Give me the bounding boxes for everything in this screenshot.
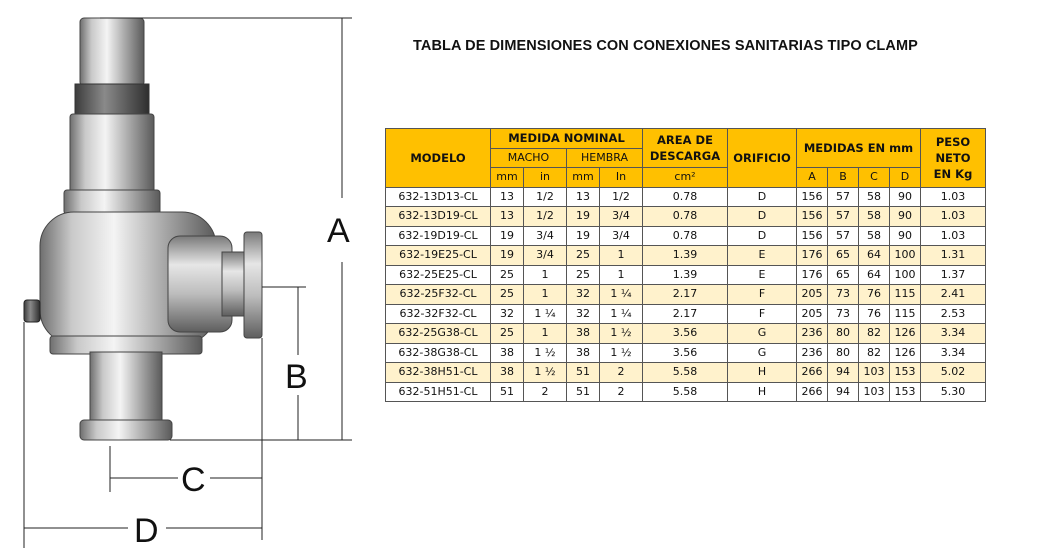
cell-dim-b: 73: [828, 304, 859, 324]
cell-area: 3.56: [643, 343, 728, 363]
cell-dim-d: 115: [890, 304, 921, 324]
cell-macho-in: 1/2: [524, 207, 567, 227]
cell-dim-c: 58: [859, 187, 890, 207]
cell-orificio: F: [728, 285, 797, 305]
cell-hembra-in: 3/4: [600, 226, 643, 246]
header-dim-c: C: [859, 168, 890, 188]
cell-macho-in: 1/2: [524, 187, 567, 207]
header-hembra: HEMBRA: [567, 148, 643, 168]
valve-nut: [75, 84, 149, 114]
cell-dim-b: 57: [828, 226, 859, 246]
cell-dim-d: 126: [890, 324, 921, 344]
cell-hembra-in: 1/2: [600, 187, 643, 207]
cell-dim-c: 82: [859, 343, 890, 363]
cell-dim-d: 153: [890, 363, 921, 383]
valve-dimension-drawing: [0, 0, 380, 555]
cell-dim-d: 100: [890, 246, 921, 266]
cell-model: 632-38G38-CL: [386, 343, 491, 363]
cell-hembra-in: 1 ¼: [600, 285, 643, 305]
cell-hembra-in: 1 ½: [600, 343, 643, 363]
table-row: [386, 382, 986, 402]
table-row: [386, 285, 986, 305]
header-area-descarga: [643, 129, 728, 168]
cell-dim-c: 76: [859, 304, 890, 324]
cell-dim-a: 266: [797, 382, 828, 402]
cell-dim-d: 126: [890, 343, 921, 363]
cell-dim-b: 94: [828, 382, 859, 402]
cell-dim-d: 90: [890, 226, 921, 246]
valve-cap: [80, 18, 144, 86]
cell-macho-in: 1: [524, 265, 567, 285]
dimension-label-a: A: [327, 212, 350, 250]
cell-model: 632-19D19-CL: [386, 226, 491, 246]
cell-dim-b: 65: [828, 246, 859, 266]
header-macho-mm: mm: [491, 168, 524, 188]
header-hembra-mm: mm: [567, 168, 600, 188]
cell-hembra-mm: 51: [567, 382, 600, 402]
cell-area: 5.58: [643, 382, 728, 402]
cell-model: 632-25E25-CL: [386, 265, 491, 285]
cell-dim-a: 236: [797, 343, 828, 363]
cell-macho-mm: 38: [491, 363, 524, 383]
cell-orificio: E: [728, 246, 797, 266]
cell-model: 632-25F32-CL: [386, 285, 491, 305]
table-row: [386, 363, 986, 383]
cell-orificio: D: [728, 226, 797, 246]
cell-dim-c: 58: [859, 207, 890, 227]
cell-model: 632-13D13-CL: [386, 187, 491, 207]
cell-peso: 1.03: [921, 226, 986, 246]
cell-macho-mm: 25: [491, 285, 524, 305]
header-area-line2: DESCARGA: [649, 149, 721, 163]
table-row: [386, 324, 986, 344]
cell-dim-b: 65: [828, 265, 859, 285]
cell-macho-mm: 25: [491, 265, 524, 285]
cell-macho-mm: 38: [491, 343, 524, 363]
header-macho-in: in: [524, 168, 567, 188]
cell-model: 632-19E25-CL: [386, 246, 491, 266]
cell-dim-c: 64: [859, 246, 890, 266]
table-row: [386, 187, 986, 207]
cell-dim-d: 100: [890, 265, 921, 285]
cell-hembra-mm: 25: [567, 265, 600, 285]
cell-macho-mm: 13: [491, 207, 524, 227]
cell-hembra-in: 1: [600, 265, 643, 285]
header-macho: MACHO: [491, 148, 567, 168]
cell-dim-c: 58: [859, 226, 890, 246]
header-dim-d: D: [890, 168, 921, 188]
cell-hembra-in: 2: [600, 363, 643, 383]
valve-bonnet-collar: [64, 190, 160, 214]
cell-orificio: H: [728, 363, 797, 383]
cell-peso: 1.03: [921, 207, 986, 227]
cell-peso: 1.31: [921, 246, 986, 266]
cell-hembra-mm: 32: [567, 285, 600, 305]
cell-hembra-mm: 32: [567, 304, 600, 324]
cell-macho-mm: 13: [491, 187, 524, 207]
cell-macho-in: 1 ½: [524, 343, 567, 363]
cell-dim-b: 73: [828, 285, 859, 305]
header-area-line1: AREA DE: [657, 133, 713, 147]
cell-macho-in: 1: [524, 285, 567, 305]
cell-area: 1.39: [643, 265, 728, 285]
cell-dim-b: 57: [828, 187, 859, 207]
cell-area: 2.17: [643, 304, 728, 324]
cell-hembra-mm: 51: [567, 363, 600, 383]
cell-macho-in: 3/4: [524, 246, 567, 266]
header-orificio: ORIFICIO: [728, 129, 797, 188]
cell-macho-mm: 51: [491, 382, 524, 402]
cell-peso: 3.34: [921, 324, 986, 344]
cell-hembra-in: 1 ¼: [600, 304, 643, 324]
valve-lever-stub: [24, 300, 40, 322]
cell-area: 5.58: [643, 363, 728, 383]
valve-inlet-tube: [90, 352, 162, 424]
cell-dim-d: 90: [890, 187, 921, 207]
cell-dim-b: 94: [828, 363, 859, 383]
cell-hembra-in: 1 ½: [600, 324, 643, 344]
cell-peso: 3.34: [921, 343, 986, 363]
cell-hembra-in: 2: [600, 382, 643, 402]
cell-peso: 1.37: [921, 265, 986, 285]
cell-dim-b: 57: [828, 207, 859, 227]
header-modelo: MODELO: [386, 129, 491, 188]
dimension-label-d: D: [134, 512, 159, 550]
cell-area: 0.78: [643, 226, 728, 246]
cell-dim-a: 156: [797, 226, 828, 246]
cell-dim-a: 176: [797, 246, 828, 266]
cell-macho-mm: 19: [491, 246, 524, 266]
cell-hembra-in: 3/4: [600, 207, 643, 227]
cell-macho-in: 3/4: [524, 226, 567, 246]
cell-area: 1.39: [643, 246, 728, 266]
cell-area: 0.78: [643, 207, 728, 227]
cell-dim-a: 176: [797, 265, 828, 285]
cell-hembra-mm: 38: [567, 324, 600, 344]
header-medida-nominal: MEDIDA NOMINAL: [491, 129, 643, 149]
header-peso-line3: EN Kg: [933, 166, 973, 181]
table-body: [386, 187, 986, 402]
cell-macho-in: 2: [524, 382, 567, 402]
cell-model: 632-13D19-CL: [386, 207, 491, 227]
cell-macho-mm: 32: [491, 304, 524, 324]
cell-macho-in: 1 ¼: [524, 304, 567, 324]
cell-dim-c: 103: [859, 363, 890, 383]
table-row: [386, 207, 986, 227]
header-peso-line1: PESO: [935, 134, 971, 149]
cell-macho-mm: 19: [491, 226, 524, 246]
cell-peso: 5.30: [921, 382, 986, 402]
dimensions-table: [385, 128, 986, 402]
cell-hembra-mm: 19: [567, 207, 600, 227]
cell-dim-c: 82: [859, 324, 890, 344]
cell-model: 632-32F32-CL: [386, 304, 491, 324]
cell-model: 632-51H51-CL: [386, 382, 491, 402]
cell-orificio: F: [728, 304, 797, 324]
cell-peso: 2.53: [921, 304, 986, 324]
table-row: [386, 343, 986, 363]
cell-area: 0.78: [643, 187, 728, 207]
cell-dim-a: 156: [797, 207, 828, 227]
valve-outlet-flange: [244, 232, 262, 338]
cell-dim-c: 64: [859, 265, 890, 285]
cell-hembra-mm: 13: [567, 187, 600, 207]
cell-hembra-mm: 25: [567, 246, 600, 266]
cell-orificio: D: [728, 207, 797, 227]
cell-macho-mm: 25: [491, 324, 524, 344]
header-peso-neto: [921, 129, 986, 188]
valve-bonnet: [70, 114, 154, 196]
cell-peso: 5.02: [921, 363, 986, 383]
cell-dim-a: 156: [797, 187, 828, 207]
cell-dim-b: 80: [828, 324, 859, 344]
cell-dim-a: 205: [797, 304, 828, 324]
cell-dim-d: 153: [890, 382, 921, 402]
header-cm2: cm²: [643, 168, 728, 188]
cell-dim-c: 103: [859, 382, 890, 402]
cell-dim-a: 266: [797, 363, 828, 383]
cell-dim-c: 76: [859, 285, 890, 305]
header-medidas-mm: MEDIDAS EN mm: [797, 129, 921, 168]
cell-orificio: D: [728, 187, 797, 207]
table-row: [386, 246, 986, 266]
table-row: [386, 304, 986, 324]
cell-orificio: E: [728, 265, 797, 285]
cell-macho-in: 1: [524, 324, 567, 344]
cell-area: 3.56: [643, 324, 728, 344]
valve-lower-collar: [50, 336, 202, 354]
cell-hembra-mm: 19: [567, 226, 600, 246]
table-row: [386, 226, 986, 246]
cell-dim-b: 80: [828, 343, 859, 363]
cell-orificio: G: [728, 343, 797, 363]
cell-hembra-mm: 38: [567, 343, 600, 363]
cell-hembra-in: 1: [600, 246, 643, 266]
cell-orificio: G: [728, 324, 797, 344]
cell-peso: 2.41: [921, 285, 986, 305]
cell-macho-in: 1 ½: [524, 363, 567, 383]
valve-inlet-flange: [80, 420, 172, 440]
cell-dim-a: 236: [797, 324, 828, 344]
header-hembra-in: In: [600, 168, 643, 188]
cell-model: 632-25G38-CL: [386, 324, 491, 344]
header-dim-b: B: [828, 168, 859, 188]
cell-orificio: H: [728, 382, 797, 402]
dimension-label-b: B: [285, 358, 308, 396]
cell-dim-d: 90: [890, 207, 921, 227]
cell-model: 632-38H51-CL: [386, 363, 491, 383]
cell-area: 2.17: [643, 285, 728, 305]
cell-dim-d: 115: [890, 285, 921, 305]
cell-peso: 1.03: [921, 187, 986, 207]
header-dim-a: A: [797, 168, 828, 188]
cell-dim-a: 205: [797, 285, 828, 305]
header-peso-line2: NETO: [935, 150, 971, 165]
table-row: [386, 265, 986, 285]
table-title: TABLA DE DIMENSIONES CON CONEXIONES SANITARIAS TIPO CLAMP: [413, 38, 918, 54]
valve-illustration: [24, 18, 262, 440]
dimension-label-c: C: [181, 461, 206, 499]
